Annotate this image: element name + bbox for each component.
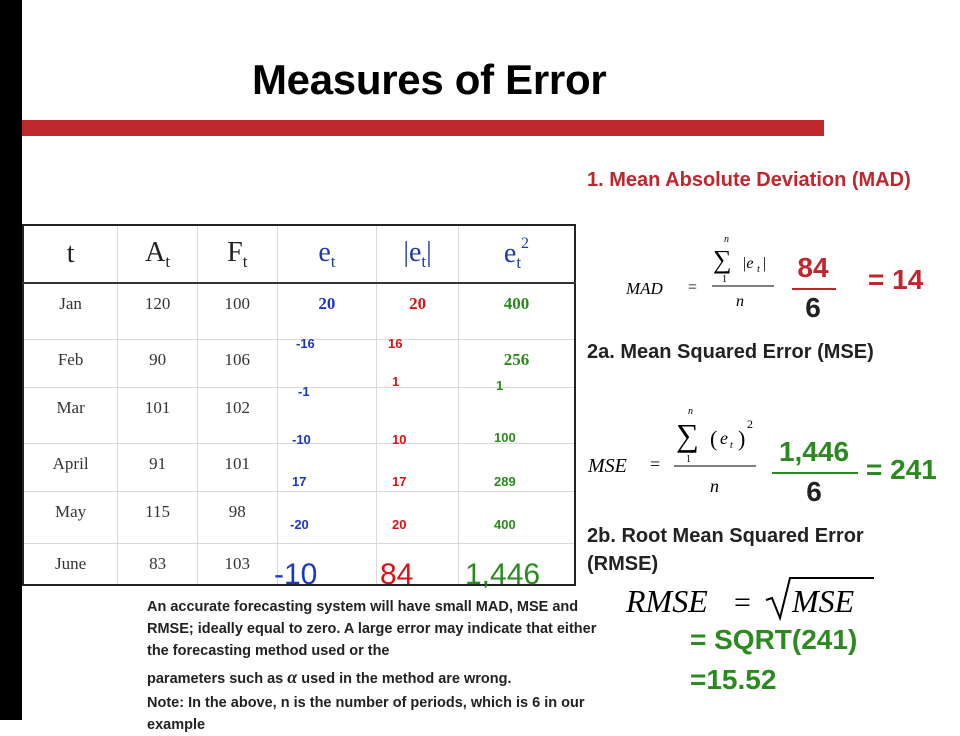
squared-error-value: 400	[494, 517, 516, 532]
svg-text:RMSE: RMSE	[626, 583, 708, 619]
header-actual: $A_t$	[118, 225, 198, 283]
mad-fraction-bar	[792, 288, 836, 290]
page-title: Measures of Error	[252, 56, 607, 103]
header-forecast: $F_t$	[197, 225, 277, 283]
mad-heading: 1. Mean Absolute Deviation (MAD)	[587, 169, 911, 191]
error-value: -1	[298, 384, 310, 399]
svg-text:MSE: MSE	[792, 583, 855, 619]
table-row: Jan 120 100 20 20 400	[23, 283, 575, 339]
rmse-formula	[624, 574, 884, 622]
abs-error-value: 20	[392, 517, 407, 532]
rmse-result-value: =15.52	[690, 664, 777, 695]
mse-fraction-bar	[772, 472, 858, 474]
svg-text:n: n	[724, 234, 729, 245]
mse-result: = 241	[866, 454, 937, 485]
svg-text:t: t	[757, 264, 760, 275]
mse-numerator: 1,446	[778, 436, 850, 467]
mad-formula	[624, 232, 784, 312]
mse-formula	[586, 402, 776, 498]
svg-text:1: 1	[722, 274, 727, 285]
mad-denominator: 6	[805, 292, 821, 323]
abs-error-value: 16	[388, 336, 403, 351]
squared-error-value: 289	[494, 474, 516, 489]
svg-text:MSE: MSE	[588, 455, 627, 477]
svg-text:MAD: MAD	[626, 279, 663, 298]
note-line-1: An accurate forecasting system will have small MAD, MSE and RMSE; ideally equal to zero. A large error may indicate that either the forecasting method used or the	[147, 599, 597, 659]
mad-result: = 14	[868, 264, 924, 295]
svg-text:): )	[738, 426, 746, 451]
abs-error-value: 1	[392, 374, 400, 389]
svg-text:1: 1	[686, 454, 691, 465]
table-row: Feb 90 106 256	[23, 339, 575, 387]
table-row: May 115 98	[23, 491, 575, 543]
total-squared-error: 1,446	[465, 558, 541, 591]
error-value: -20	[290, 517, 309, 532]
svg-text:|: |	[763, 255, 767, 272]
mad-numerator: 84	[797, 252, 829, 283]
svg-text:=: =	[650, 454, 661, 474]
svg-text:n: n	[710, 476, 719, 496]
total-abs-error: 84	[380, 558, 414, 591]
svg-text:e: e	[720, 428, 728, 448]
rmse-result-sqrt: = SQRT(241)	[690, 624, 858, 655]
svg-text:=: =	[734, 586, 751, 619]
title-underline-bar	[22, 120, 824, 136]
explanation-note	[147, 596, 613, 736]
table-row: Mar 101 102	[23, 387, 575, 443]
error-value: 17	[292, 474, 307, 489]
alpha-symbol: α	[287, 667, 298, 687]
total-error: -10	[274, 558, 318, 591]
svg-text:t: t	[730, 440, 733, 451]
abs-error-value: 10	[392, 432, 407, 447]
squared-error-value: 1	[496, 378, 504, 393]
header-t: t	[23, 225, 118, 283]
error-value: -16	[296, 336, 315, 351]
note-line-2: parameters such as α used in the method are wrong.	[147, 667, 512, 687]
svg-text:∑: ∑	[713, 245, 732, 274]
svg-text:n: n	[688, 406, 693, 417]
svg-text:2: 2	[747, 417, 753, 431]
note-line-3: Note: In the above, n is the number of periods, which is 6 in our example	[147, 695, 585, 733]
table-row: April 91 101	[23, 443, 575, 491]
error-value: -10	[292, 432, 311, 447]
rmse-heading: 2b. Root Mean Squared Error (RMSE)	[587, 525, 864, 575]
mse-denominator: 6	[806, 476, 822, 507]
svg-text:=: =	[688, 279, 698, 296]
header-abs-error: $|e_t|$	[377, 225, 459, 283]
header-squared-error: $e_t^2$	[458, 225, 575, 283]
header-error: $e_t$	[277, 225, 377, 283]
mse-heading: 2a. Mean Squared Error (MSE)	[587, 341, 874, 363]
squared-error-value: 100	[494, 430, 516, 445]
svg-text:(: (	[710, 426, 718, 451]
svg-text:∑: ∑	[676, 417, 699, 453]
table-row: June 83 103	[23, 543, 575, 585]
svg-text:n: n	[736, 293, 744, 310]
left-black-bar	[0, 0, 22, 720]
abs-error-value: 17	[392, 474, 407, 489]
table-header-row	[23, 225, 575, 283]
svg-text:|e: |e	[742, 255, 754, 272]
